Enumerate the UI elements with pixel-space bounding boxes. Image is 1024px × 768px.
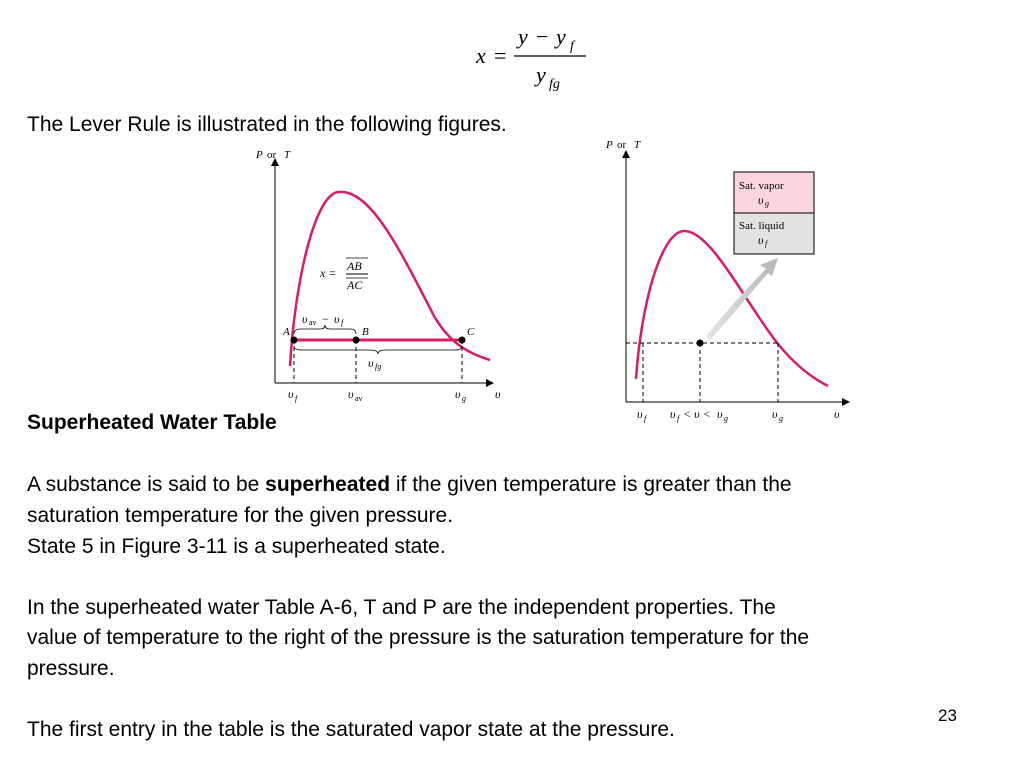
right-axis-x-label: υ (834, 407, 840, 421)
left-axis-t: T (284, 149, 291, 161)
label-vav-minus-vf-sub2: f (341, 318, 344, 327)
sat-liquid-sub: f (765, 239, 768, 248)
lever-rule-figure-left (250, 140, 520, 415)
para1-line1 (27, 470, 792, 500)
lever-rule-intro: The Lever Rule is illustrated in the following figures. (27, 113, 507, 136)
tick-vav-sub: av (355, 394, 363, 403)
para1-line2: saturation temperature for the given pressure. (27, 504, 454, 527)
tick-vav: υ (348, 387, 354, 401)
tick-vf: υ (288, 387, 294, 401)
sat-vapor-label: Sat. vapor (739, 180, 784, 192)
label-vav-minus-vf-minus: − (322, 312, 329, 326)
brace-vfg (294, 346, 462, 354)
right-tick-mid-a: υ (670, 407, 676, 421)
formula-lhs: x (476, 43, 486, 68)
point-b-marker (353, 337, 360, 344)
point-a-marker (291, 337, 298, 344)
label-x-equals: x = (320, 266, 337, 280)
right-axis-t: T (634, 139, 641, 151)
sat-vapor-sub: g (765, 199, 769, 208)
label-ratio-top: AB (347, 259, 362, 273)
page-number: 23 (938, 706, 957, 725)
left-axis-x-label: υ (495, 387, 501, 401)
para1-line3: State 5 in Figure 3-11 is a superheated state. (27, 535, 446, 558)
right-tick-mid-b: υ (717, 407, 723, 421)
lever-rule-figure-right (596, 134, 856, 430)
para2-line3: pressure. (27, 657, 115, 680)
right-tick-vg: υ (772, 407, 778, 421)
label-vfg-v: υ (368, 356, 374, 370)
label-vav-minus-vf-sub1: av (309, 318, 317, 327)
right-tick-vf: υ (637, 407, 643, 421)
label-vav-minus-vf-v1: υ (302, 312, 308, 326)
label-point-b: B (362, 326, 369, 338)
formula-denominator-y: y (536, 62, 546, 87)
sat-vapor-box (734, 172, 814, 213)
right-axis-or: or (617, 139, 627, 151)
brace-vav-vf (294, 325, 356, 334)
formula-equals: = (494, 43, 507, 68)
para1-pre: A substance is said to be (27, 473, 266, 496)
right-tick-vg-sub: g (779, 414, 783, 423)
point-c-marker (459, 337, 466, 344)
formula-denominator-sub: fg (549, 77, 560, 92)
tick-vf-sub: f (295, 394, 298, 403)
right-tick-mid-b-sub: g (724, 414, 728, 423)
para1-post: if the given temperature is greater than the (390, 473, 792, 496)
left-axis-p: P (256, 149, 263, 161)
right-tick-mid-lt: < υ < (683, 407, 711, 421)
right-tick-vf-sub: f (644, 414, 647, 423)
label-vav-minus-vf-v2: υ (334, 312, 340, 326)
para1-bold: superheated (265, 473, 391, 496)
label-point-a: A (283, 326, 290, 338)
formula-numerator-minus: − (536, 24, 549, 49)
para2-line1: In the superheated water Table A-6, T and P are the independent properties. The (27, 596, 776, 619)
formula-numerator-y: y (518, 24, 528, 49)
tick-vg: υ (455, 387, 461, 401)
formula-numerator-sub: f (570, 39, 574, 54)
left-axis-or: or (267, 149, 277, 161)
tick-vg-sub: g (462, 394, 466, 403)
label-vfg-sub: fg (375, 362, 382, 371)
para2-line2: value of temperature to the right of the pressure is the saturation temperature for the (27, 626, 810, 649)
label-ratio-bottom: AC (347, 278, 363, 292)
sat-vapor-symbol: υ (758, 193, 764, 207)
quality-formula (460, 18, 600, 98)
sat-liquid-symbol: υ (758, 233, 764, 247)
superheated-heading: Superheated Water Table (27, 411, 277, 434)
right-tick-mid-a-sub: f (677, 414, 680, 423)
sat-liquid-label: Sat. liquid (739, 220, 785, 232)
label-point-c: C (467, 326, 475, 338)
right-axis-p: P (606, 139, 613, 151)
right-state-point (697, 340, 704, 347)
formula-numerator-y2: y (556, 24, 566, 49)
para3: The first entry in the table is the saturated vapor state at the pressure. (27, 718, 675, 741)
